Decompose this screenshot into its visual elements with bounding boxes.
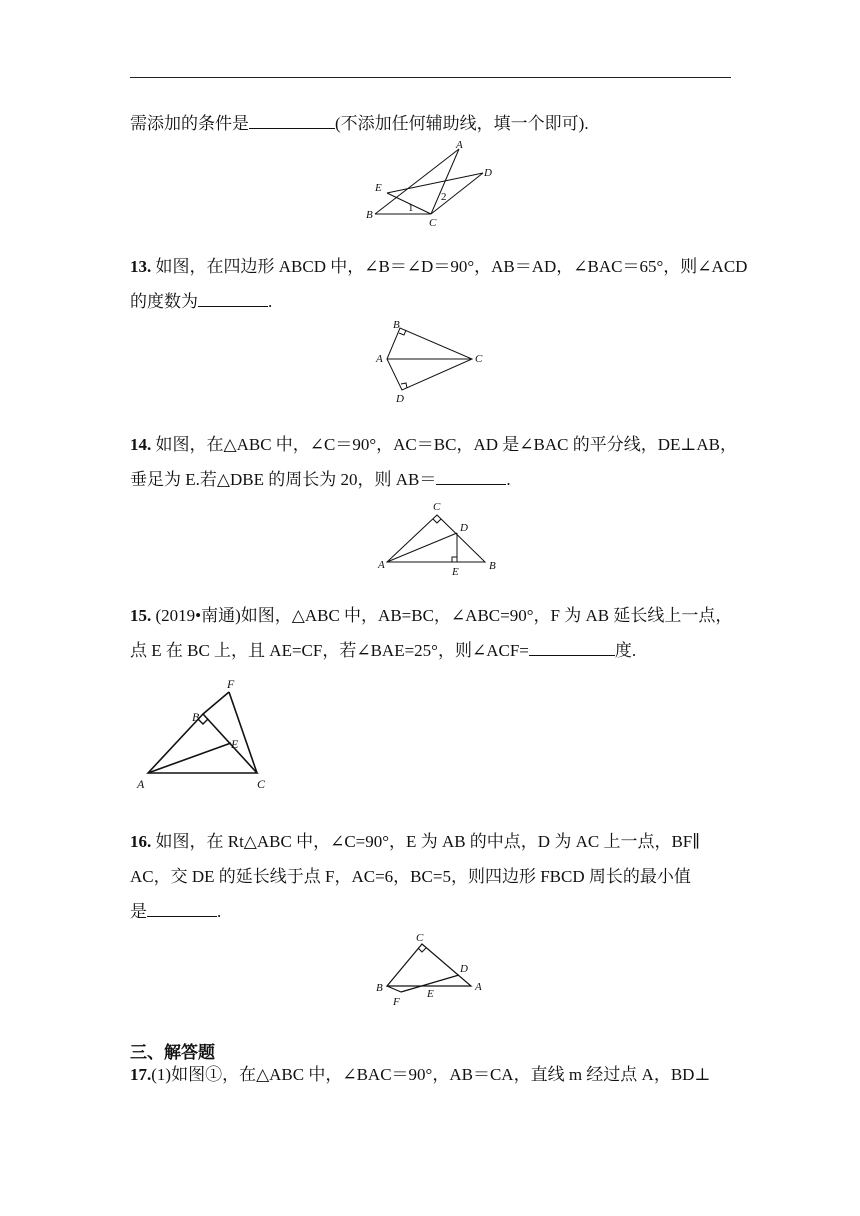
label-d: D (460, 963, 468, 975)
label-d: D (484, 167, 492, 179)
label-e: E (231, 737, 239, 751)
label-c: C (416, 932, 424, 944)
q14-text2: 垂足为 E.若△DBE 的周长为 20，则 AB＝ (130, 470, 437, 489)
label-b: B (192, 710, 200, 724)
q13-answer-blank[interactable] (198, 290, 268, 307)
q17-line1 (130, 1064, 732, 1086)
label-d: D (396, 393, 404, 405)
label-c: C (475, 353, 483, 365)
q12-answer-blank[interactable] (249, 112, 335, 129)
label-a: A (376, 353, 383, 365)
label-c: C (433, 501, 441, 513)
q14-number: 14. (130, 435, 152, 454)
right-angle-b (198, 719, 208, 724)
right-angle-d (401, 383, 407, 388)
q15-figure (130, 676, 280, 794)
seg-ae (148, 743, 231, 773)
label-angle1: 1 (408, 202, 414, 214)
q15-post: 度. (614, 641, 637, 660)
seg-ac (431, 149, 459, 214)
label-f: F (227, 677, 235, 691)
label-b: B (489, 560, 496, 572)
q16-text1: 如图，在 Rt△ABC 中，∠C=90°，E 为 AB 的中点，D 为 AC 上一点，BF∥ (151, 832, 701, 851)
label-angle2: 2 (441, 191, 447, 203)
q15-line2 (130, 639, 732, 662)
q12-figure (365, 138, 500, 229)
q17-number: 17. (130, 1065, 152, 1084)
q15-answer-blank[interactable] (529, 639, 615, 656)
q14-line1 (130, 434, 737, 456)
label-f: F (393, 996, 400, 1008)
q14-text1: 如图，在△ABC 中，∠C＝90°，AC＝BC，AD 是∠BAC 的平分线，DE⊥AB， (151, 435, 737, 454)
q16-line2 (130, 866, 732, 888)
label-b: B (393, 319, 400, 331)
q12-pre: 需添加的条件是 (130, 114, 249, 133)
q16-answer-blank[interactable] (147, 900, 217, 917)
q16-line1 (130, 831, 732, 853)
right-angle-b (399, 330, 406, 335)
seg-fc (229, 692, 257, 773)
label-a: A (137, 777, 145, 791)
q14-line2 (130, 468, 732, 491)
q14-answer-blank[interactable] (436, 468, 506, 485)
q13-post: . (268, 292, 273, 311)
seg-ba (375, 149, 459, 214)
q14-post: . (506, 470, 511, 489)
seg-cd (431, 173, 483, 214)
q13-text2: 的度数为 (130, 292, 198, 311)
triangle-abc (387, 944, 471, 986)
q13-text1: 如图，在四边形 ABCD 中，∠B＝∠D＝90°，AB＝AD，∠BAC＝65°，则∠ACD (151, 257, 748, 276)
section-heading: 三、解答题 (130, 1043, 215, 1062)
label-a: A (456, 139, 463, 151)
label-c: C (429, 217, 437, 229)
seg-ed (387, 173, 483, 193)
label-b: B (376, 982, 383, 994)
label-d: D (460, 522, 468, 534)
q16-post: . (217, 902, 222, 921)
q13-number: 13. (130, 257, 152, 276)
q14-figure (375, 498, 505, 578)
seg-bf (203, 692, 229, 714)
seg-bf (387, 986, 401, 992)
label-e: E (375, 182, 382, 194)
q15-line1 (130, 605, 732, 627)
q13-line2 (130, 290, 732, 313)
right-angle-e (452, 557, 457, 562)
q15-text1: (2019•南通)如图，△ABC 中，AB=BC，∠ABC=90°，F 为 AB 延长线上一点， (151, 606, 733, 625)
label-c: C (257, 777, 266, 791)
seg-ad (387, 533, 457, 562)
q13-line1 (130, 256, 748, 278)
label-e: E (427, 988, 434, 1000)
label-e: E (452, 566, 459, 578)
q12-text (130, 112, 732, 135)
label-b: B (366, 209, 373, 221)
q16-figure (372, 930, 492, 1010)
label-a: A (378, 559, 385, 571)
label-a: A (475, 981, 482, 993)
right-angle-c (418, 948, 426, 952)
q16-line3 (130, 900, 732, 923)
header-rule (130, 77, 731, 78)
q15-text2: 点 E 在 BC 上，且 AE=CF，若∠BAE=25°，则∠ACF= (130, 641, 529, 660)
q13-figure (372, 318, 497, 406)
q16-text3: 是 (130, 902, 147, 921)
q15-number: 15. (130, 606, 152, 625)
q16-number: 16. (130, 832, 152, 851)
q12-post: (不添加任何辅助线，填一个即可). (335, 114, 589, 133)
q17-text1: (1)如图①，在△ABC 中，∠BAC＝90°，AB＝CA，直线 m 经过点 A，BD⊥ (151, 1065, 711, 1084)
right-angle-c (433, 519, 441, 523)
q16-text2: AC，交 DE 的延长线于点 F，AC=6，BC=5，则四边形 FBCD 周长的最小值 (130, 867, 691, 886)
